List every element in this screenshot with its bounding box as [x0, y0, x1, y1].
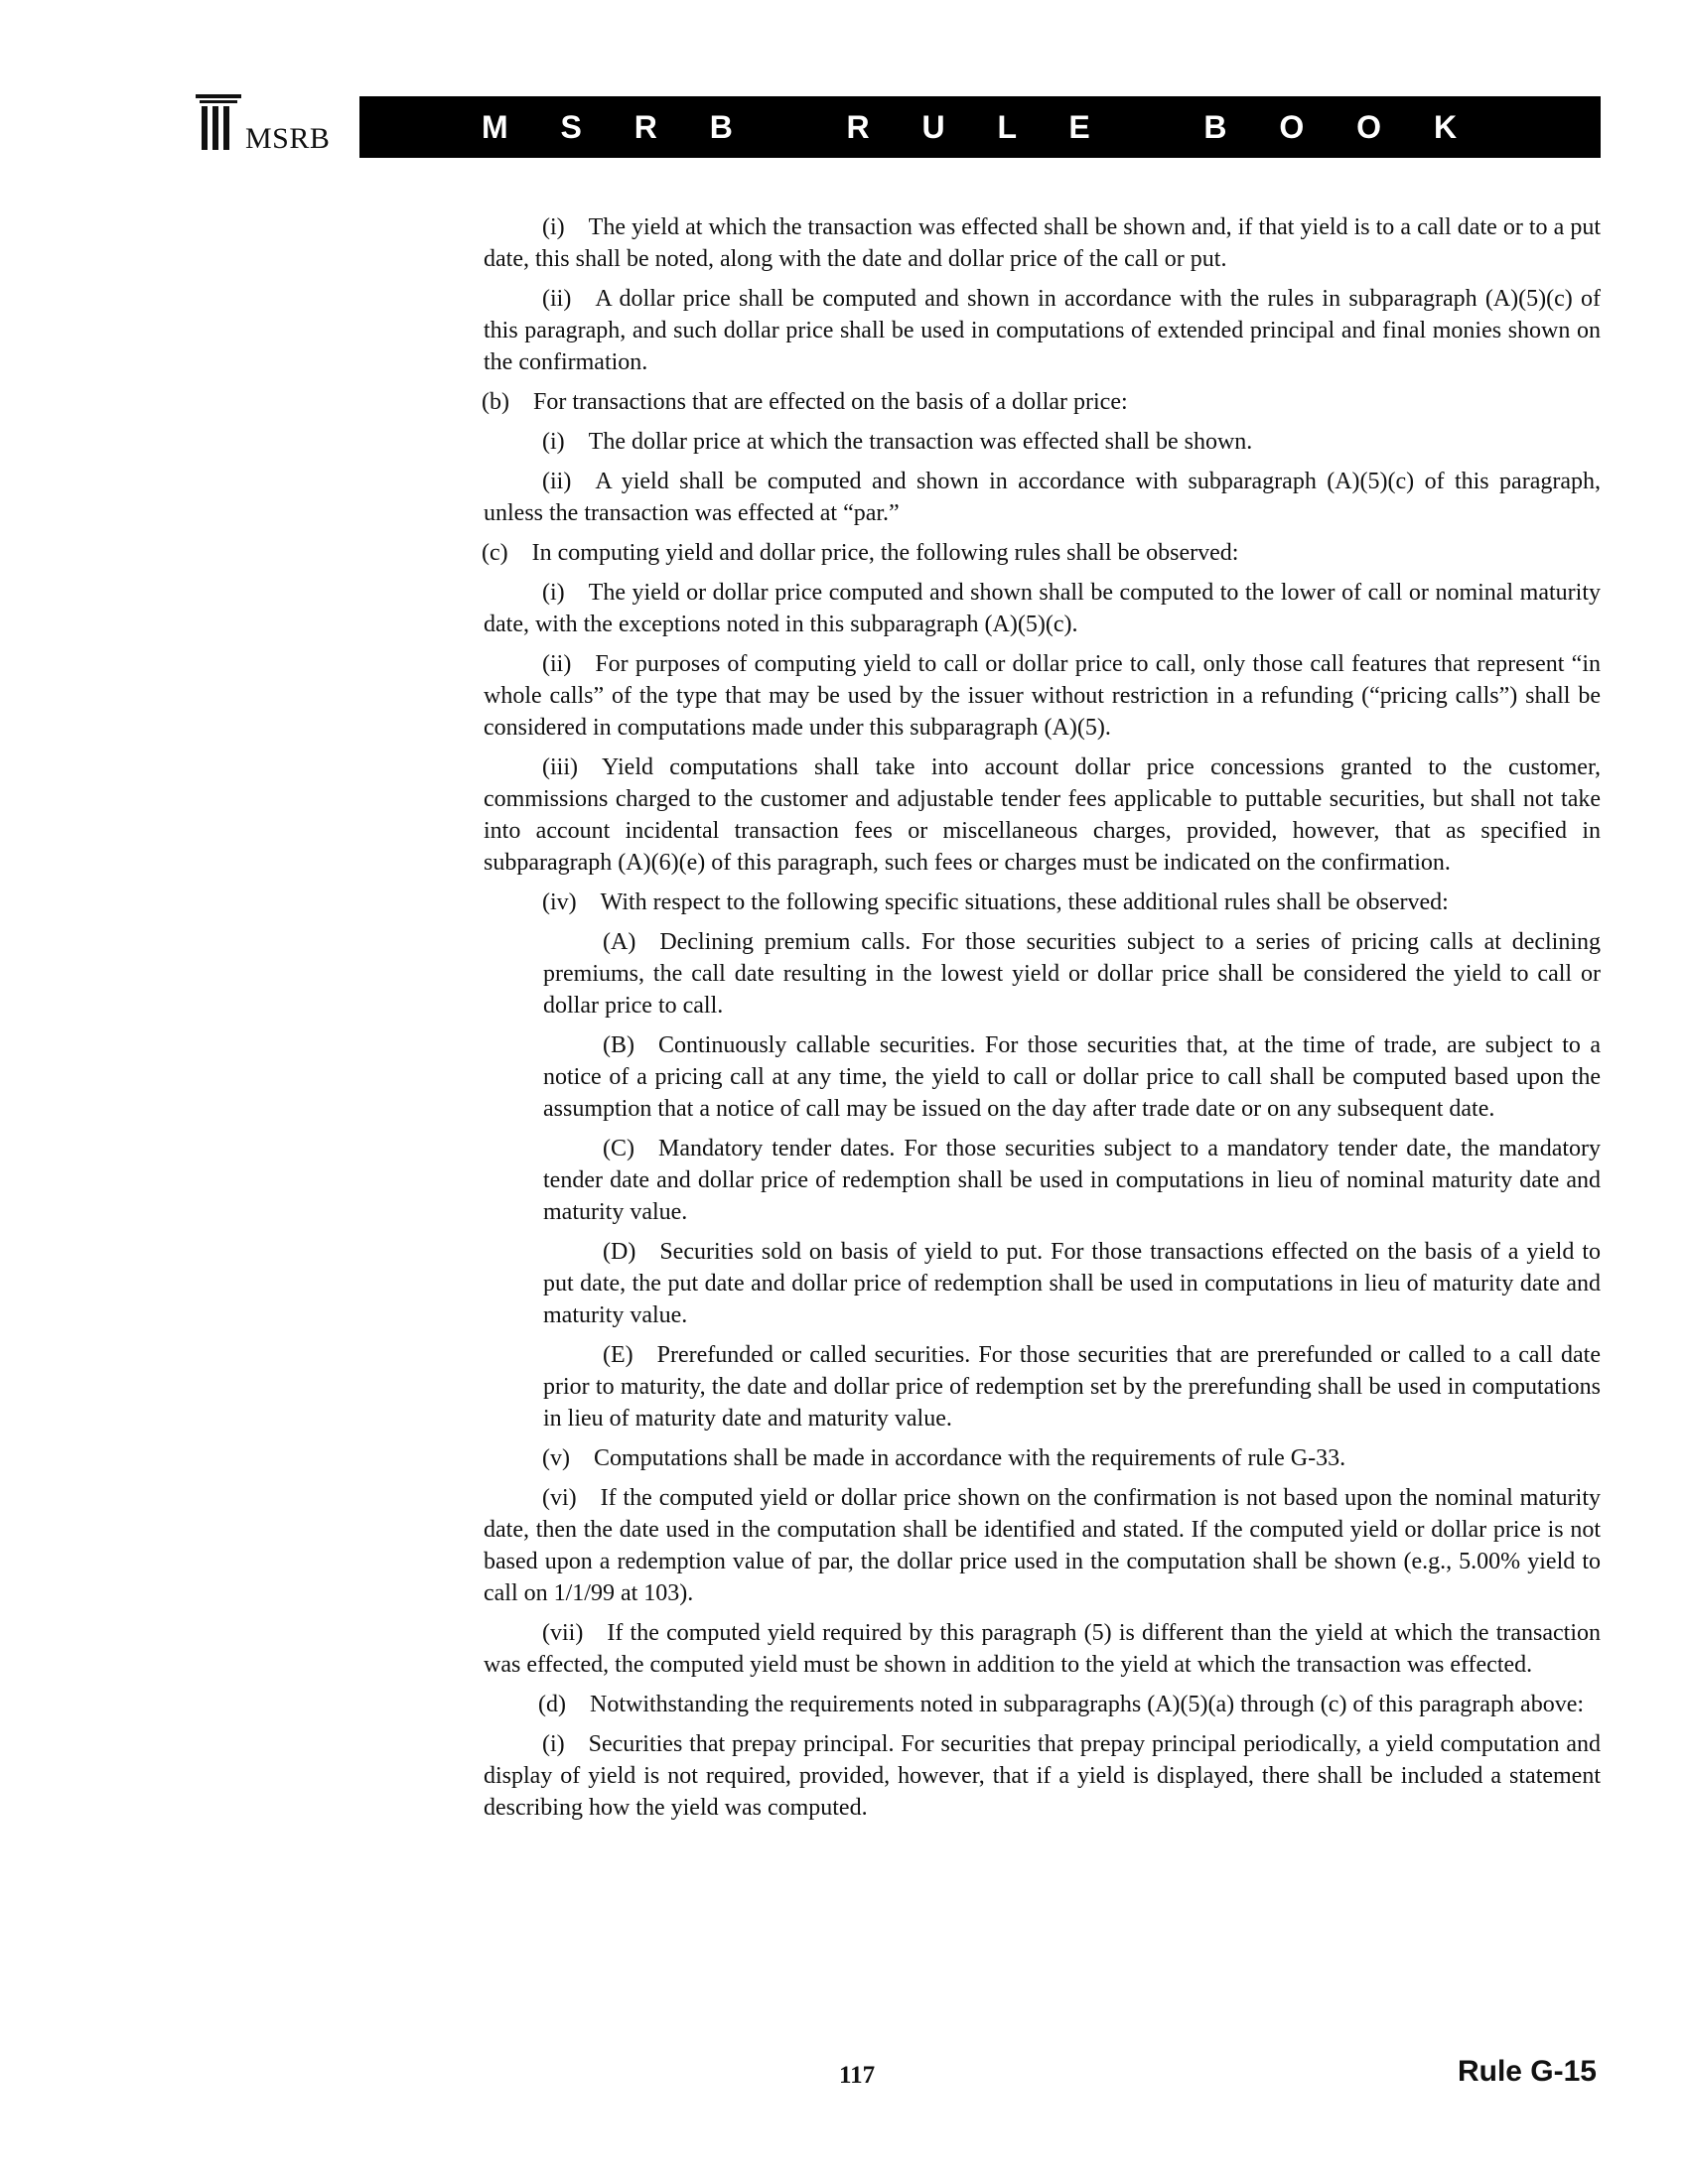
- rule-paragraph: (d) Notwithstanding the requirements noted in subparagraphs (A)(5)(a) through (c) of this paragraph above:: [538, 1692, 1585, 1717]
- rule-text-body: [422, 211, 1601, 1832]
- rule-paragraph: (i) Securities that prepay principal. For securities that prepay principal periodically, a yield computation and display of yield is not required, provided, however, that if a yield is displayed, there shall be included a statement describing how the yield was computed.: [484, 1731, 1601, 1821]
- rule-paragraph: (i) The dollar price at which the transaction was effected shall be shown.: [542, 429, 1253, 455]
- rule-paragraph: (E) Prerefunded or called securities. For those securities that are prerefunded or called to a call date prior to maturity, the date and dollar price of redemption set by the prerefunding shall be used in computations in lieu of maturity date and maturity value.: [543, 1342, 1601, 1432]
- rule-paragraph: (B) Continuously callable securities. For those securities that, at the time of trade, are subject to a notice of a pricing call at any time, the yield to call or dollar price to call shall be computed based upon the assumption that a notice of call may be issued on the day after trade date or on any subsequent date.: [543, 1032, 1601, 1122]
- rule-label: Rule G-15: [1457, 2055, 1597, 2088]
- rule-paragraph: (C) Mandatory tender dates. For those securities subject to a mandatory tender date, the mandatory tender date and dollar price of redemption shall be used in computations in lieu of nominal maturity date and maturity value.: [543, 1136, 1601, 1225]
- rule-paragraph: (i) The yield at which the transaction was effected shall be shown and, if that yield is to a call date or to a put date, this shall be noted, along with the date and dollar price of the call or put.: [484, 214, 1601, 272]
- rule-paragraph: (A) Declining premium calls. For those securities subject to a series of pricing calls at declining premiums, the call date resulting in the lowest yield or dollar price shall be considered the yield to call or dollar price to call.: [543, 929, 1601, 1019]
- column-icon: [196, 92, 243, 152]
- rule-paragraph: (ii) A dollar price shall be computed and shown in accordance with the rules in subparagraph (A)(5)(c) of this paragraph, and such dollar price shall be used in computations of extended principal and final monies shown on the confirmation.: [484, 286, 1601, 375]
- rule-paragraph: (D) Securities sold on basis of yield to put. For those transactions effected on the basis of a yield to put date, the put date and dollar price of redemption shall be used in computations in lieu of maturity date and maturity value.: [543, 1239, 1601, 1328]
- rule-paragraph: (v) Computations shall be made in accordance with the requirements of rule G-33.: [542, 1445, 1346, 1471]
- rule-paragraph: (vi) If the computed yield or dollar price shown on the confirmation is not based upon the nominal maturity date, then the date used in the computation shall be identified and stated. If the computed yield or dollar price is not based upon a redemption value of par, the dollar price used in the computation shall be shown (e.g., 5.00% yield to call on 1/1/99 at 103).: [484, 1485, 1601, 1606]
- msrb-logo: [196, 92, 354, 158]
- rule-paragraph: (iii) Yield computations shall take into account dollar price concessions granted to the customer, commissions charged to the customer and adjustable tender fees applicable to puttable securities, but shall not take into account incidental transaction fees or miscellaneous charges, provided, however, that as specified in subparagraph (A)(6)(e) of this paragraph, such fees or charges must be indicated on the confirmation.: [484, 754, 1601, 876]
- rule-paragraph: (i) The yield or dollar price computed and shown shall be computed to the lower of call or nominal maturity date, with the exceptions noted in this subparagraph (A)(5)(c).: [484, 580, 1601, 637]
- rule-paragraph: (b) For transactions that are effected on the basis of a dollar price:: [482, 389, 1128, 415]
- logo-text: MSRB: [245, 122, 331, 155]
- rule-paragraph: (ii) A yield shall be computed and shown in accordance with subparagraph (A)(5)(c) of this paragraph, unless the transaction was effected at “par.”: [484, 469, 1601, 526]
- rule-paragraph: (iv) With respect to the following specific situations, these additional rules shall be observed:: [542, 889, 1449, 915]
- rule-paragraph: (c) In computing yield and dollar price, the following rules shall be observed:: [482, 540, 1239, 566]
- rule-paragraph: (vii) If the computed yield required by this paragraph (5) is different than the yield at which the transaction was effected, the computed yield must be shown in addition to the yield at which the transaction was effected.: [484, 1620, 1601, 1678]
- rule-book-banner: M S R B R U L E B O O K: [359, 96, 1601, 158]
- rule-paragraph: (ii) For purposes of computing yield to call or dollar price to call, only those call features that represent “in whole calls” of the type that may be used by the issuer without restriction in a refunding (“pricing calls”) shall be considered in computations made under this subparagraph (A)(5).: [484, 651, 1601, 741]
- page-number: 117: [839, 2062, 876, 2089]
